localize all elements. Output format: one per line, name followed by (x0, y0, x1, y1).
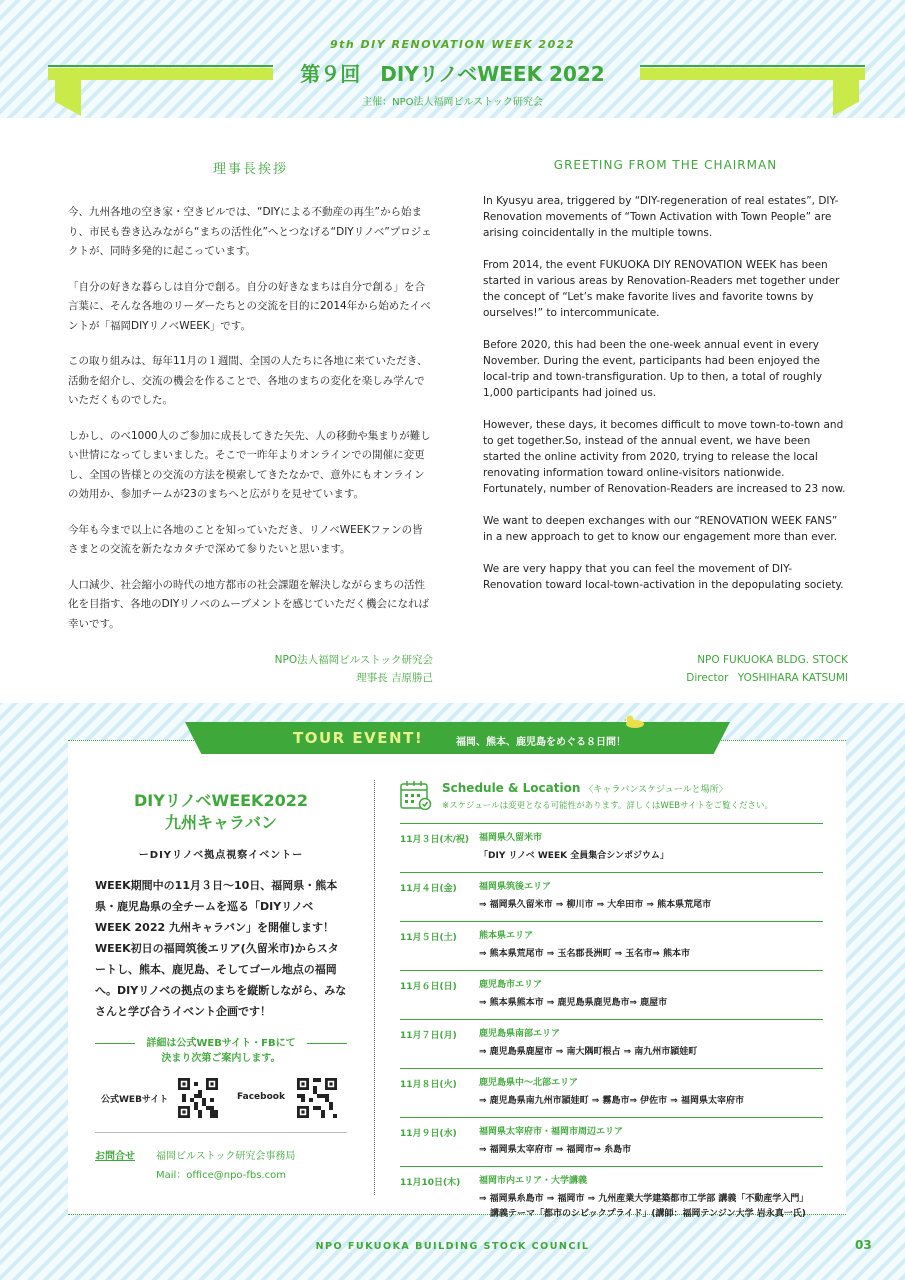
schedule-section (400, 778, 823, 1230)
schedule-area: 鹿児島市エリア (479, 980, 543, 990)
greeting-en-heading: GREETING FROM THE CHAIRMAN (553, 158, 778, 172)
tour-banner-title: TOUR EVENT! (293, 729, 424, 747)
schedule-title-ja: 〈キャラバンスケジュールと場所〉 (584, 785, 728, 795)
greeting-ja-paragraph: 今年も今まで以上に各地のことを知っていただき、リノベWEEKファンの皆さまとの交流を新たなカタチで深めて参りたいと思います。 (68, 523, 423, 555)
schedule-header (400, 778, 823, 823)
schedule-title (442, 781, 728, 795)
schedule-date: 11月10日(木) (400, 1178, 461, 1188)
schedule-date: 11月７日(月) (400, 1031, 457, 1041)
schedule-area: 福岡県太宰府市・福岡市周辺エリア (479, 1127, 624, 1137)
contact-email-link[interactable]: Mail：office@npo-fbs.com (156, 1170, 286, 1181)
schedule-route: ⇒ 熊本県荒尾市 ⇒ 玉名郡長洲町 ⇒ 玉名市⇒ 熊本市 (479, 949, 690, 959)
schedule-route: ⇒ 熊本県熊本市 ⇒ 鹿児島県鹿児島市⇒ 鹿屋市 (479, 998, 668, 1008)
greeting-en-paragraph: We are very happy that you can feel the movement of DIY-Renovation toward local-town-activation in the depopulating society. (483, 563, 844, 591)
page-number: 03 (855, 1238, 872, 1252)
qr-web-label: 公式WEBサイト (101, 1095, 169, 1105)
details-line1: 詳細は公式WEBサイト・FBにて (146, 1038, 296, 1049)
greeting-en-paragraph: Before 2020, this had been the one-week annual event in every November. During the event, participants had been enjoyed the local-trip and town-transfiguration. Up to then, a total of roughly 1,000 participants had joined us. (483, 339, 823, 399)
schedule-route: 「DIY リノベ WEEK 全員集合シンポジウム」 (479, 851, 669, 861)
footer-org-name: NPO FUKUOKA BUILDING STOCK COUNCIL (315, 1241, 590, 1252)
schedule-row (400, 1068, 823, 1117)
header-subtitle: 9th DIY RENOVATION WEEK 2022 (329, 38, 576, 51)
schedule-route-detail: 講義テーマ「都市のシビックプライド」(講師：福岡テンジン大学 岩永真一氏) (490, 1209, 806, 1219)
schedule-date: 11月８日(火) (400, 1080, 457, 1090)
schedule-date: 11月６日(日) (400, 982, 457, 992)
schedule-row (400, 1117, 823, 1166)
schedule-area: 福岡市内エリア・大学講義 (479, 1176, 588, 1186)
qr-row (95, 1078, 347, 1120)
contact-label: お問合せ (95, 1151, 135, 1162)
caravan-description: WEEK期間中の11月３日〜10日、福岡県・熊本県・鹿児島県の全チームを巡る「DIYリノベWEEK 2022 九州キャラバン」を開催します！WEEK初日の福岡筑後エリア(久留米市)からスタートし、熊本、鹿児島、そしてゴール地点の福岡へ。DIYリノベの拠点のまちを縦断しながら、みなさんと学び合うイベント企画です！ (95, 879, 347, 1018)
schedule-area: 福岡県筑後エリア (479, 882, 552, 892)
greeting-ja-paragraph: 「自分の好きな暮らしは自分で創る。自分の好きなまちは自分で創る」を合言葉に、そんな各地のリーダーたちとの交流を目的に2014年から始めたイベントが「福岡DIYリノベWEEK」です。 (68, 280, 431, 332)
signature-name: 理事長 吉原勝己 (356, 672, 433, 684)
column-divider (374, 780, 375, 1195)
signature-org: NPO法人福岡ビルストック研究会 (274, 654, 433, 666)
schedule-row (400, 872, 823, 921)
details-note (95, 1036, 347, 1066)
greeting-en-signature (483, 651, 848, 687)
greeting-panel (0, 118, 905, 703)
contact-divider (95, 1132, 347, 1133)
greeting-en-paragraph: In Kyusyu area, triggered by “DIY-regeneration of real estates”, DIY-Renovation movements of “Town Activation with Town People” are arising coincidentally in the multiple towns. (483, 195, 839, 239)
greeting-en-paragraph: From 2014, the event FUKUOKA DIY RENOVATION WEEK has been started in various areas by Renovation-Readers met together under the concept of “Let’s make favorite lives and favorite towns by ourselves!” to intercommunicate. (483, 259, 840, 319)
greeting-ja-heading: 理事長挨拶 (212, 162, 288, 177)
rule-left (95, 1043, 135, 1044)
schedule-route: ⇒ 鹿児島県鹿屋市 ⇒ 南大隅町根占 ⇒ 南九州市頴娃町 (479, 1047, 698, 1057)
caravan-subtitle: ーDIYリノベ拠点視察イベントー (138, 850, 304, 861)
tour-banner-subtitle: 福岡、熊本、鹿児島をめぐる８日間！ (456, 737, 626, 748)
duck-icon (624, 714, 646, 728)
greeting-ja-paragraph: この取り組みは、毎年11月の１週間、全国の人たちに各地に来ていただき、活動を紹介し、交流の機会を作ることで、各地のまちの変化を楽しみ学んでいただくものでした。 (68, 355, 428, 406)
rule-right (307, 1043, 347, 1044)
schedule-row (400, 970, 823, 1019)
signature-title: Director (686, 672, 729, 684)
qr-code-icon[interactable] (297, 1078, 337, 1118)
signature-org: NPO FUKUOKA BLDG. STOCK (697, 654, 848, 666)
schedule-date: 11月９日(水) (400, 1129, 457, 1139)
qr-code-icon[interactable] (178, 1078, 218, 1118)
schedule-route: ⇒ 福岡県久留米市 ⇒ 柳川市 ⇒ 大牟田市 ⇒ 熊本県荒尾市 (479, 900, 712, 910)
greeting-en-column (483, 158, 848, 609)
schedule-area: 熊本県エリア (479, 931, 534, 941)
greeting-en-paragraph: However, these days, it becomes difficult to move town-to-town and to get together.So, instead of the annual event, we have been started the online activity from 2020, trying to release the local renovating information toward online-visitors nationwide. Fortunately, number of Renovation-Readers are increased to 23 now. (483, 419, 846, 495)
schedule-row (400, 921, 823, 970)
greeting-en-paragraph: We want to deepen exchanges with our “RENOVATION WEEK FANS” in a new approach to get to know our engagement more than ever. (483, 515, 838, 543)
caravan-title (95, 790, 347, 834)
schedule-row (400, 1166, 823, 1230)
calendar-icon (400, 780, 432, 810)
schedule-date: 11月３日(木/祝) (400, 835, 470, 845)
schedule-date: 11月４日(金) (400, 884, 457, 894)
schedule-date: 11月５日(土) (400, 933, 457, 943)
schedule-route: ⇒ 福岡県糸島市 ⇒ 福岡市 ⇒ 九州産業大学建築都市工学部 講義「不動産学入門」 (479, 1194, 809, 1204)
caravan-title-line2: 九州キャラバン (164, 813, 277, 832)
schedule-row (400, 823, 823, 872)
page-header (0, 0, 905, 120)
details-line2: 決まり次第ご案内します。 (161, 1053, 281, 1064)
contact-info (95, 1147, 347, 1187)
caravan-title-line1: DIYリノベWEEK2022 (134, 791, 308, 810)
contact-org: 福岡ビルストック研究会事務局 (156, 1151, 296, 1162)
page-title: 第９回 DIYリノベWEEK 2022 (300, 62, 605, 86)
signature-name-line (483, 669, 848, 687)
schedule-title-en: Schedule & Location (442, 781, 581, 795)
greeting-ja-paragraph: 今、九州各地の空き家・空きビルでは、“DIYによる不動産の再生”から始まり、市民も巻き込みながら“まちの活性化”へとつなげる“DIYリノベ”プロジェクトが、同時多発的に起こっています。 (68, 206, 432, 257)
schedule-note: ※スケジュールは変更となる可能性があります。詳しくはWEBサイトをご覧ください。 (442, 801, 773, 811)
greeting-ja-paragraph: 人口減少、社会縮小の時代の地方都市の社会課題を解決しながらまちの活性化を目指す、各地のDIYリノベのムーブメントを感じていただく機会になれば幸いです。 (68, 578, 429, 630)
greeting-ja-paragraph: しかし、のべ1000人のご参加に成長してきた矢先、人の移動や集まりが難しい世情になってしまいました。そこで一昨年よりオンラインでの開催に変更し、全国の皆様との交流の方法を模索してきたなかで、意外にもオンラインの効用か、参加チームが23のまちへと広がりを見せています。 (68, 429, 431, 500)
schedule-area: 鹿児島県中〜北部エリア (479, 1078, 579, 1088)
schedule-area: 福岡県久留米市 (479, 833, 543, 843)
qr-fb-label: Facebook (237, 1092, 285, 1102)
schedule-route: ⇒ 福岡県太宰府市 ⇒ 福岡市⇒ 糸島市 (479, 1145, 632, 1155)
greeting-ja-column (68, 158, 433, 650)
header-organizer: 主催：NPO法人福岡ビルストック研究会 (362, 97, 543, 108)
greeting-ja-signature (68, 651, 433, 687)
caravan-info (95, 790, 347, 1187)
signature-name: YOSHIHARA KATSUMI (737, 672, 848, 684)
schedule-area: 鹿児島県南部エリア (479, 1029, 561, 1039)
schedule-route: ⇒ 鹿児島県南九州市頴娃町 ⇒ 霧島市⇒ 伊佐市 ⇒ 福岡県太宰府市 (479, 1096, 744, 1106)
schedule-row (400, 1019, 823, 1068)
